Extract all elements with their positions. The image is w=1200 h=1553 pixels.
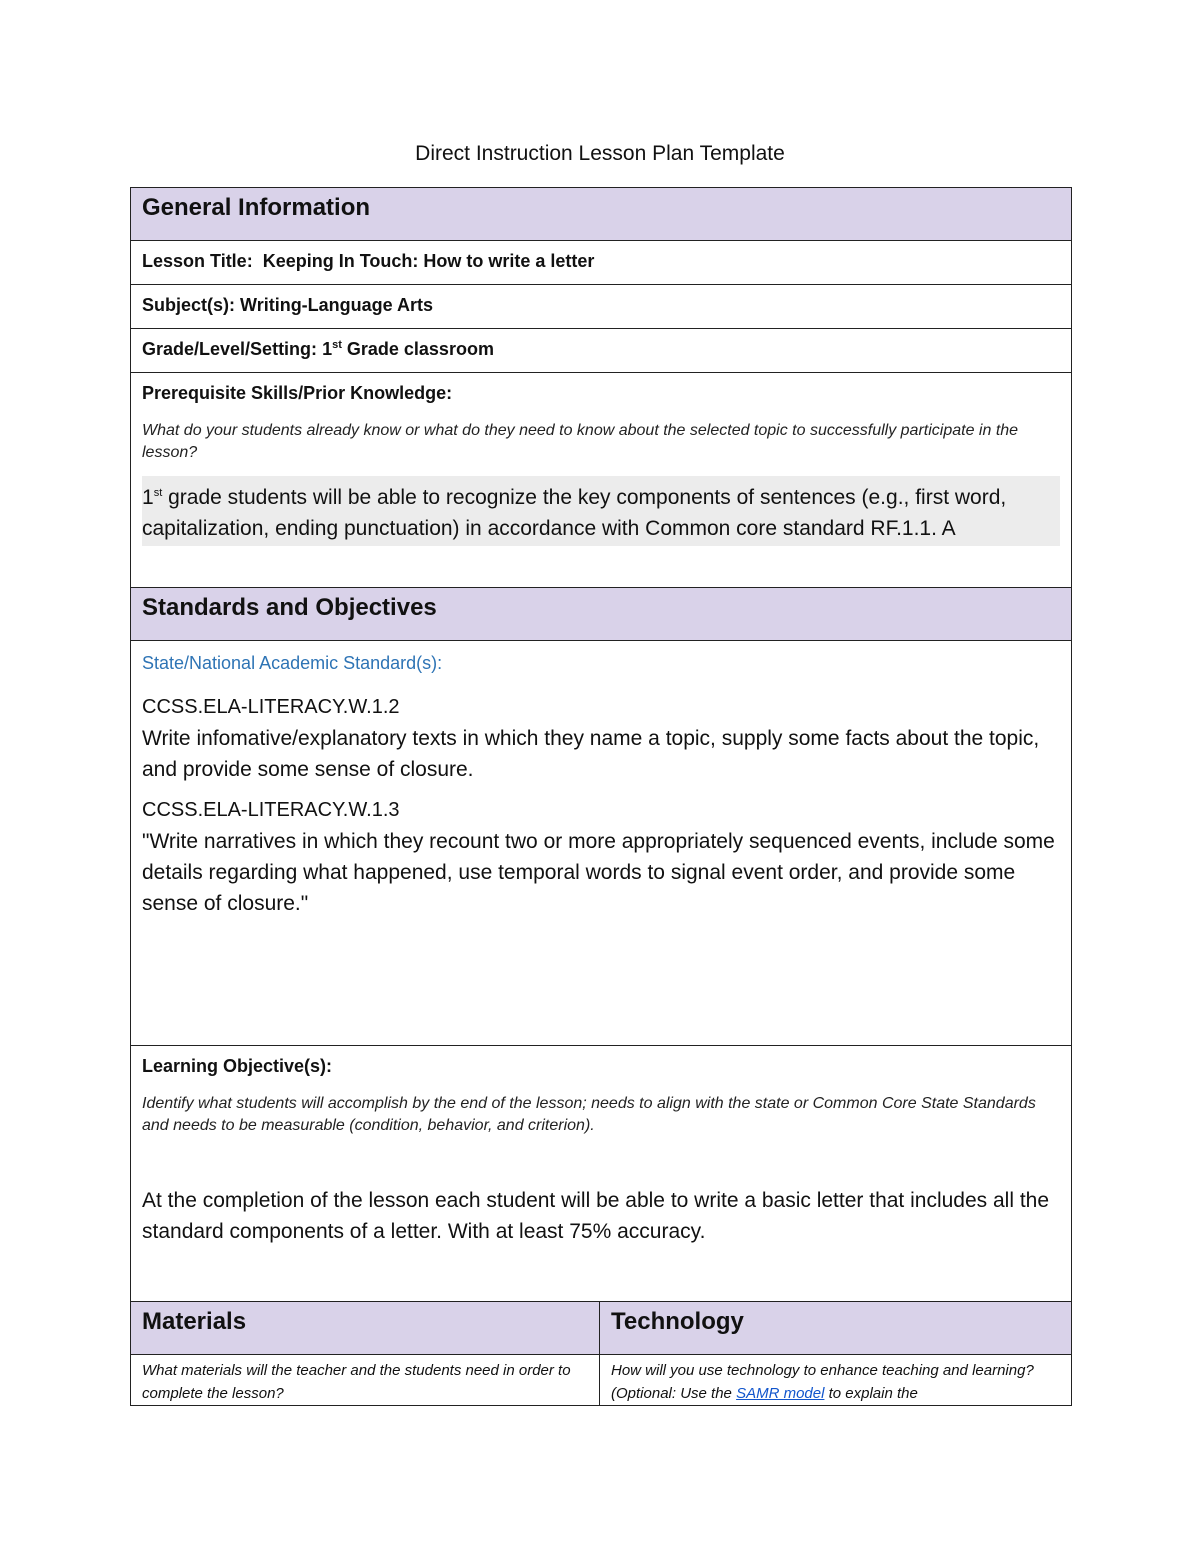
materials-heading: Materials: [142, 1308, 247, 1335]
subjects-cell: [131, 285, 1072, 329]
prereq-answer-ordinal: st: [153, 487, 163, 499]
learning-objectives-row: [131, 1046, 1072, 1302]
grade-value-ordinal: st: [332, 339, 342, 351]
grade-row: [131, 329, 1072, 373]
technology-prompt-text-end: to explain the: [828, 1385, 918, 1402]
technology-prompt: [611, 1355, 1060, 1405]
academic-standards-cell: [131, 641, 1072, 1046]
samr-model-link[interactable]: SAMR model: [736, 1385, 825, 1402]
learning-objectives-cell: [131, 1046, 1072, 1302]
general-info-heading: General Information: [142, 194, 371, 221]
prereq-prompt: What do your students already know or what do they need to know about the selected topic to successfully participate in the lesson?: [142, 422, 1019, 461]
general-info-header-cell: [131, 188, 1072, 241]
materials-technology-row: [131, 1355, 1072, 1406]
general-info-header-row: [131, 188, 1072, 241]
lesson-title-row: [131, 241, 1072, 285]
standard-code: CCSS.ELA-LITERACY.W.1.3: [142, 799, 400, 821]
prereq-answer: [142, 476, 1060, 546]
lesson-plan-table: [130, 187, 1072, 1406]
grade-value-text: Grade classroom: [346, 339, 494, 359]
technology-cell: [600, 1355, 1072, 1406]
materials-header-cell: [131, 1302, 600, 1355]
learning-objectives-prompt: Identify what students will accomplish by the end of the lesson; needs to align with the state or Common Core State Standards and needs to be measurable (condition, behavior, and criterion).: [142, 1095, 1036, 1134]
grade-value-number: 1: [322, 339, 333, 359]
lesson-title-cell: [131, 241, 1072, 285]
technology-heading: Technology: [611, 1308, 744, 1335]
lesson-title-value: Keeping In Touch: How to write a letter: [262, 251, 595, 271]
prereq-label: Prerequisite Skills/Prior Knowledge:: [142, 383, 453, 403]
subjects-label: Subject(s):: [142, 295, 236, 315]
prereq-cell: [131, 373, 1072, 588]
standard-text: "Write narratives in which they recount two or more appropriately sequenced events, include some details regarding what happened, use temporal words to signal event order, and provide some sense of closure.": [142, 830, 1055, 915]
standards-header-row: [131, 588, 1072, 641]
learning-objectives-label: Learning Objective(s):: [142, 1056, 333, 1076]
technology-prompt-text: How will you use technology to enhance teaching and learning? (Optional: Use the: [611, 1362, 1034, 1402]
academic-standards-row: [131, 641, 1072, 1046]
prereq-answer-number: 1: [142, 486, 154, 509]
academic-standards-label: State/National Academic Standard(s):: [142, 653, 443, 673]
materials-technology-header-row: [131, 1302, 1072, 1355]
materials-cell: [131, 1355, 600, 1406]
grade-cell: [131, 329, 1072, 373]
learning-objectives-answer: At the completion of the lesson each student will be able to write a basic letter that includes all the standard components of a letter. With at least 75% accuracy.: [142, 1189, 1050, 1243]
standard-text: Write infomative/explanatory texts in which they name a topic, supply some facts about the topic, and provide some sense of closure.: [142, 727, 1040, 781]
grade-label: Grade/Level/Setting:: [142, 339, 318, 359]
standards-header-cell: [131, 588, 1072, 641]
subjects-value: Writing-Language Arts: [240, 295, 434, 315]
page-title: Direct Instruction Lesson Plan Template: [415, 142, 785, 165]
technology-header-cell: [600, 1302, 1072, 1355]
standards-heading: Standards and Objectives: [142, 594, 437, 621]
lesson-title-label: Lesson Title:: [142, 251, 253, 271]
standard-code: CCSS.ELA-LITERACY.W.1.2: [142, 696, 400, 718]
prereq-row: [131, 373, 1072, 588]
prereq-answer-text: grade students will be able to recognize the key components of sentences (e.g., first word, capitalization, ending punctuation) in accordance with Common core standard RF.1.1. A: [142, 486, 1007, 540]
materials-prompt: What materials will the teacher and the students need in order to complete the lesson?: [142, 1362, 571, 1402]
subjects-row: [131, 285, 1072, 329]
